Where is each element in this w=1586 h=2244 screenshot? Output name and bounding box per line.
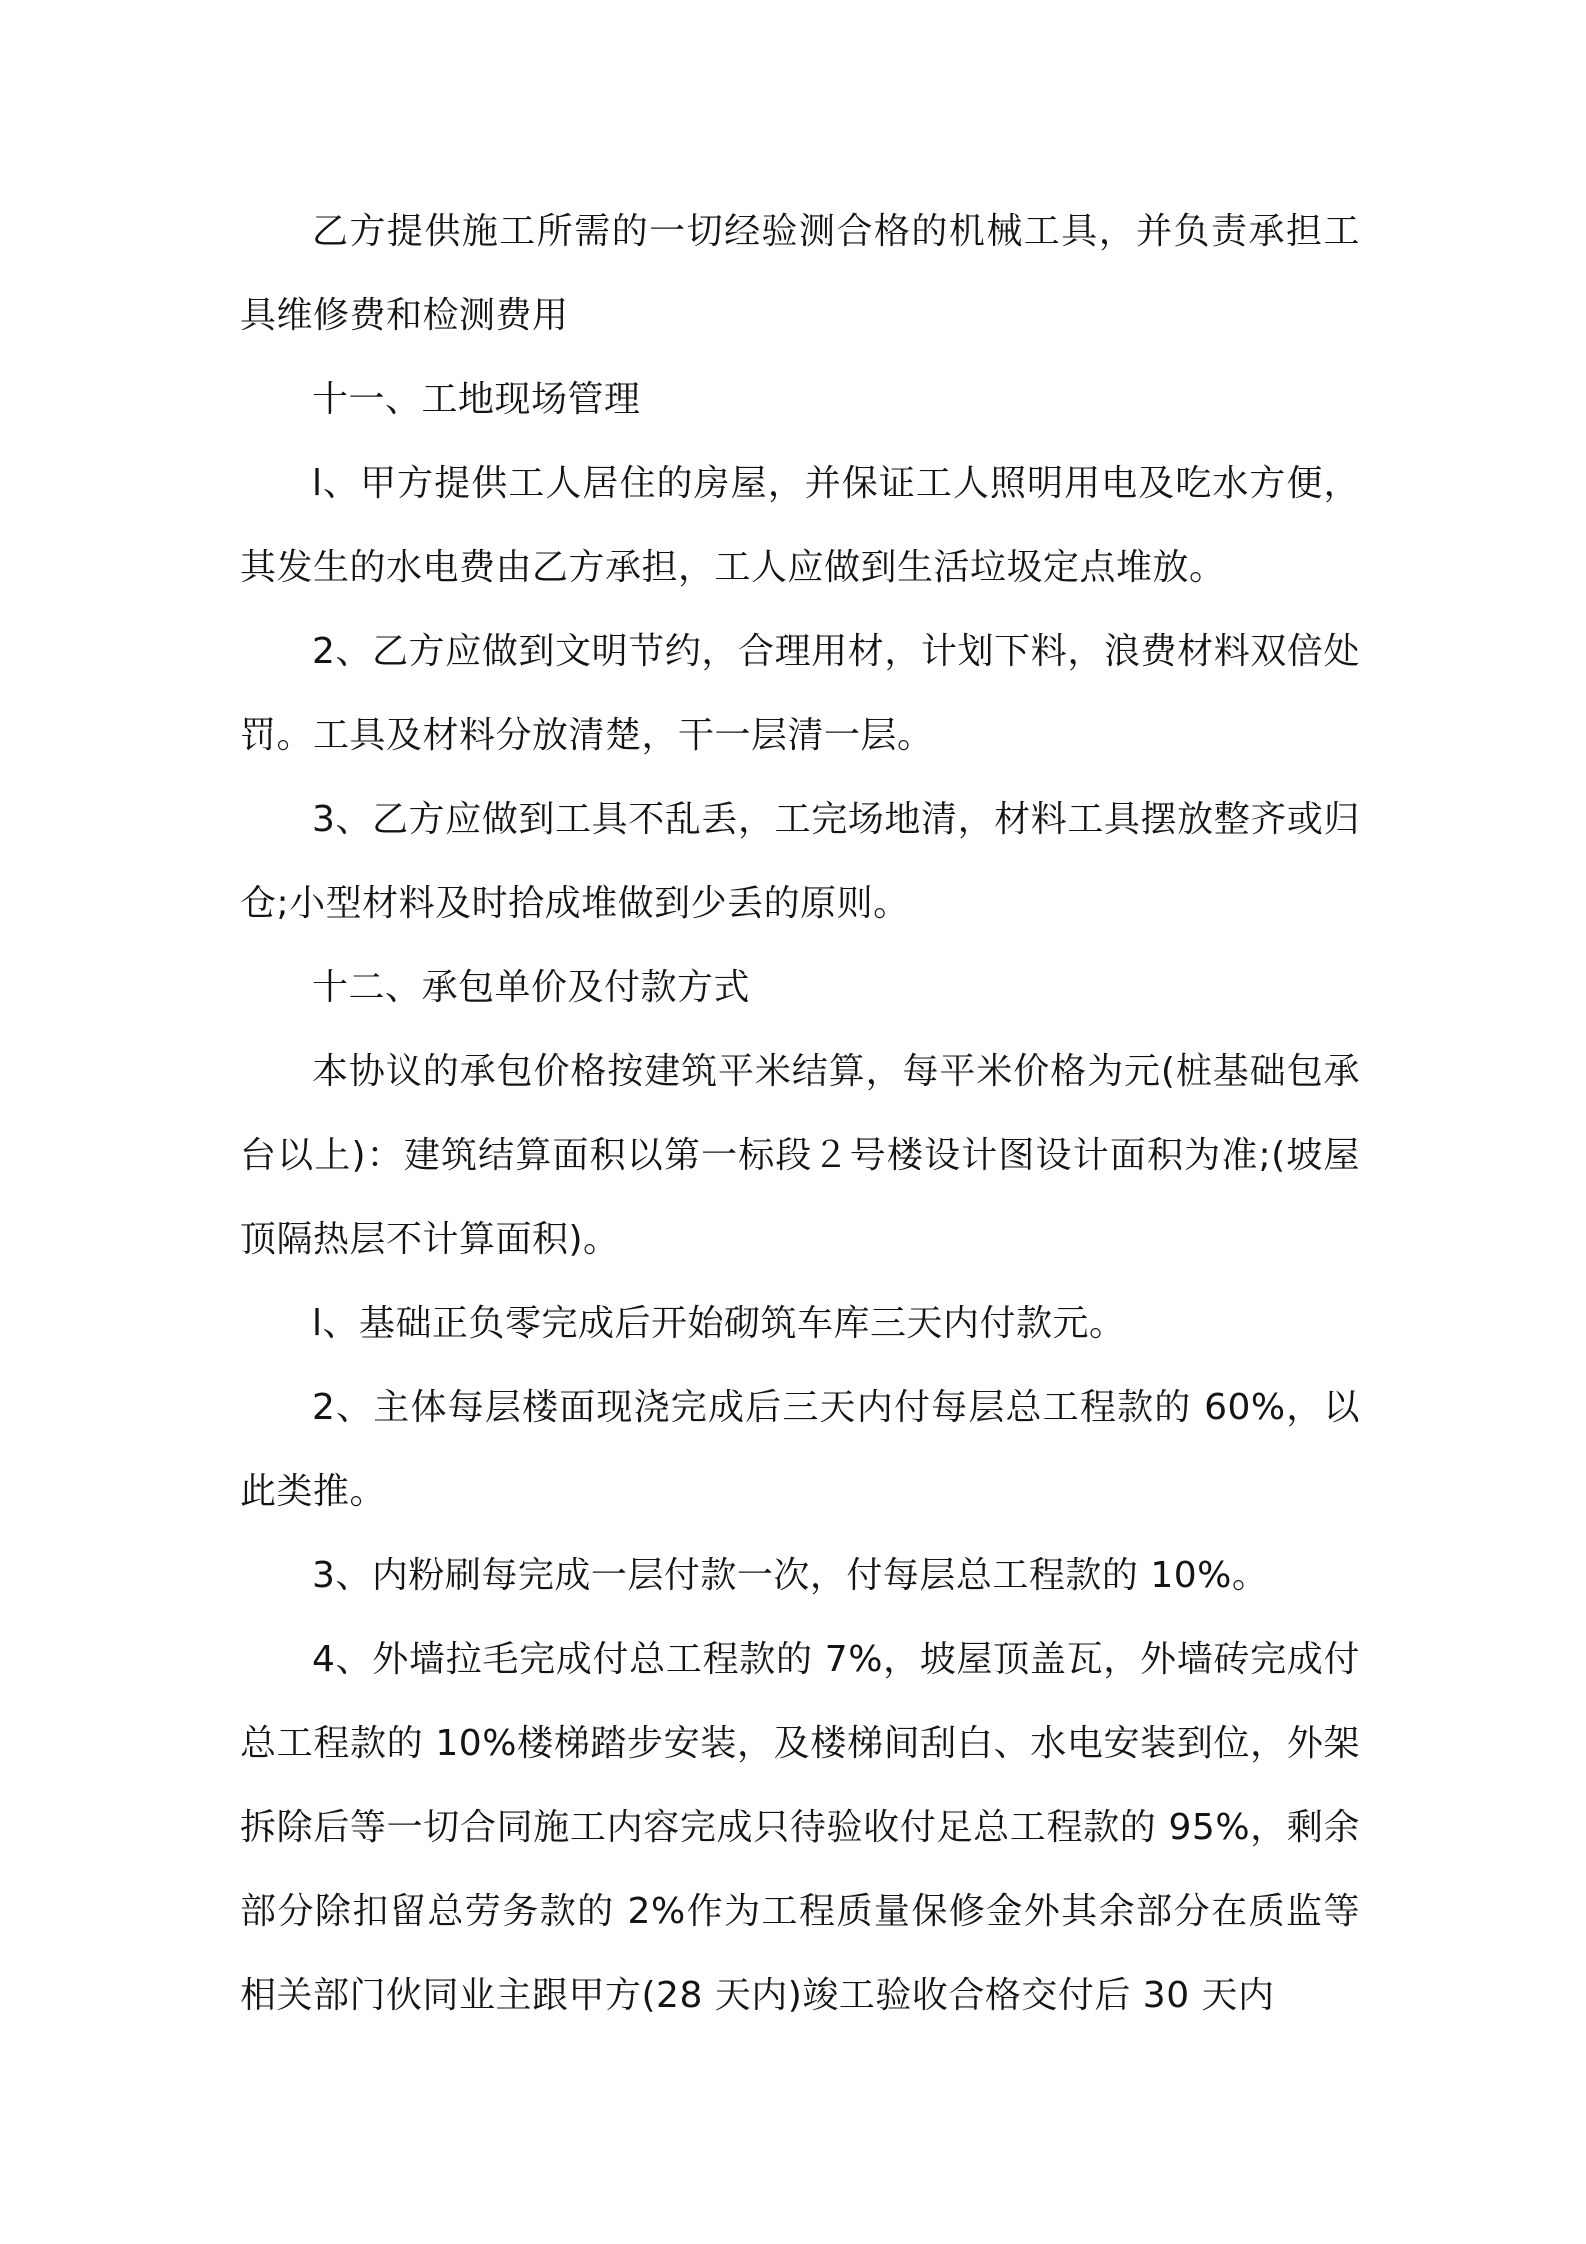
paragraph-tool-storage: 3、乙方应做到工具不乱丢，工完场地清，材料工具摆放整齐或归仓;小型材料及时拾成堆做到少丢的原则。 <box>240 799 1360 924</box>
paragraph-housing: l、甲方提供工人居住的房屋，并保证工人照明用电及吃水方便，其发生的水电费由乙方承担，工人应做到生活垃圾定点堆放。 <box>240 463 1360 588</box>
section-heading-payment: 十二、承包单价及付款方式 <box>312 967 751 1008</box>
paragraph-payment-floor: 2、主体每层楼面现浇完成后三天内付每层总工程款的 60%，以此类推。 <box>240 1387 1360 1512</box>
section-heading-site-management: 十一、工地现场管理 <box>312 379 641 420</box>
paragraph-contract-price: 本协议的承包价格按建筑平米结算，每平米价格为元(桩基础包承台以上)：建筑结算面积以第一标段２号楼设计图设计面积为准;(坡屋顶隔热层不计算面积)。 <box>240 1051 1360 1260</box>
paragraph-tools: 乙方提供施工所需的一切经验测合格的机械工具，并负责承担工具维修费和检测费用 <box>240 211 1360 336</box>
paragraph-material-saving: 2、乙方应做到文明节约，合理用材，计划下料，浪费材料双倍处罚。工具及材料分放清楚，干一层清一层。 <box>240 631 1360 756</box>
document-body <box>240 190 1360 2038</box>
paragraph-payment-foundation: l、基础正负零完成后开始砌筑车库三天内付款元。 <box>312 1303 1126 1344</box>
paragraph-payment-plaster: 3、内粉刷每完成一层付款一次，付每层总工程款的 10%。 <box>312 1555 1269 1596</box>
paragraph-payment-final: 4、外墙拉毛完成付总工程款的 7%，坡屋顶盖瓦，外墙砖完成付总工程款的 10%楼梯踏步安装，及楼梯间刮白、水电安装到位，外架拆除后等一切合同施工内容完成只待验收付足总工程款的 95%，剩余部分除扣留总劳务款的 2%作为工程质量保修金外其余部分在质监等相关部门伙同业主跟甲方(28 天内)竣工验收合格交付后 30 天内 <box>240 1639 1360 2016</box>
